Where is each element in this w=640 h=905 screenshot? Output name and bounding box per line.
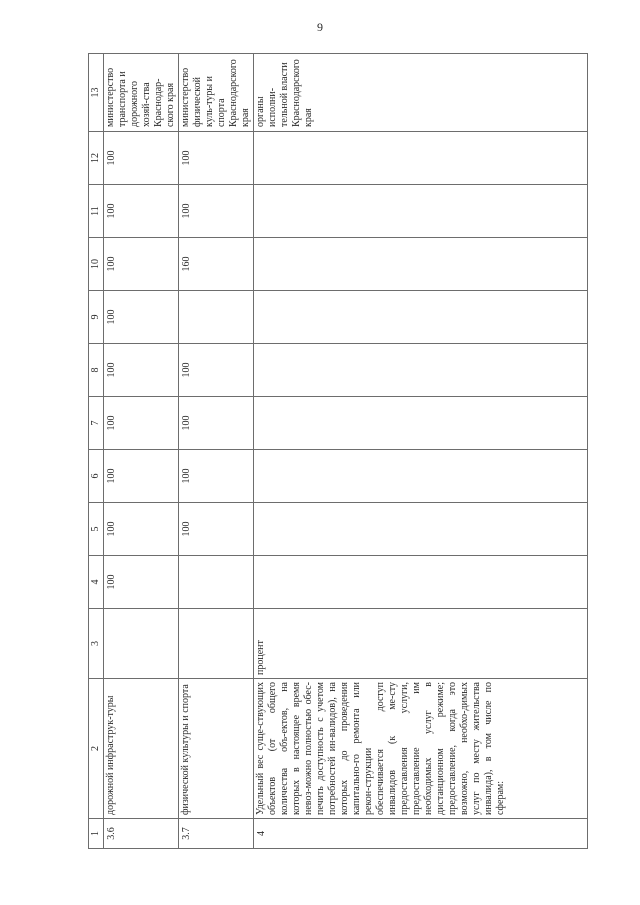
table-row bbox=[254, 54, 588, 849]
col-header-11: 11 bbox=[89, 185, 104, 238]
col-header-1: 1 bbox=[89, 819, 104, 849]
value-cell bbox=[254, 185, 588, 238]
value-cell: 100 bbox=[179, 185, 254, 238]
value-cell: 100 bbox=[104, 132, 179, 185]
col-header-9: 9 bbox=[89, 291, 104, 344]
value-cell: 100 bbox=[104, 185, 179, 238]
col-header-7: 7 bbox=[89, 397, 104, 450]
unit-cell: процент bbox=[254, 609, 588, 679]
col-header-4: 4 bbox=[89, 556, 104, 609]
value-cell bbox=[179, 556, 254, 609]
col-header-5: 5 bbox=[89, 503, 104, 556]
responsible-cell: министерство транспорта и дорожного хозяй-ства Краснодар-ского края bbox=[104, 54, 179, 132]
value-cell: 100 bbox=[104, 503, 179, 556]
value-cell bbox=[179, 291, 254, 344]
value-cell bbox=[254, 132, 588, 185]
indicator-name: дорожной инфраструк-туры bbox=[104, 679, 179, 819]
value-cell: 100 bbox=[104, 291, 179, 344]
value-cell bbox=[254, 503, 588, 556]
col-header-8: 8 bbox=[89, 344, 104, 397]
responsible-cell: министерство физической куль-туры и спорта Краснодарского края bbox=[179, 54, 254, 132]
unit-cell bbox=[104, 609, 179, 679]
col-header-3: 3 bbox=[89, 609, 104, 679]
col-header-12: 12 bbox=[89, 132, 104, 185]
row-number: 4 bbox=[254, 819, 588, 849]
value-cell: 100 bbox=[104, 556, 179, 609]
value-cell: 100 bbox=[179, 397, 254, 450]
value-cell: 100 bbox=[179, 503, 254, 556]
value-cell bbox=[254, 556, 588, 609]
value-cell bbox=[254, 450, 588, 503]
value-cell: 100 bbox=[179, 450, 254, 503]
unit-cell bbox=[179, 609, 254, 679]
page-number: 9 bbox=[317, 20, 323, 34]
value-cell bbox=[254, 344, 588, 397]
col-header-6: 6 bbox=[89, 450, 104, 503]
table-row bbox=[104, 54, 179, 849]
value-cell bbox=[254, 397, 588, 450]
value-cell: 100 bbox=[104, 450, 179, 503]
col-header-13: 13 bbox=[89, 54, 104, 132]
header-row bbox=[89, 54, 104, 849]
row-number: 3.6 bbox=[104, 819, 179, 849]
col-header-2: 2 bbox=[89, 679, 104, 819]
program-indicators-table bbox=[88, 54, 588, 849]
value-cell bbox=[254, 238, 588, 291]
value-cell: 100 bbox=[179, 344, 254, 397]
value-cell: 100 bbox=[179, 132, 254, 185]
value-cell: 160 bbox=[179, 238, 254, 291]
value-cell bbox=[254, 291, 588, 344]
col-header-10: 10 bbox=[89, 238, 104, 291]
responsible-cell: органы исполни-тельной власти Краснодарского края bbox=[254, 54, 588, 132]
row-number: 3.7 bbox=[179, 819, 254, 849]
value-cell: 100 bbox=[104, 397, 179, 450]
table-row bbox=[179, 54, 254, 849]
rotated-page-area bbox=[88, 54, 588, 849]
indicator-name: физической культуры и спорта bbox=[179, 679, 254, 819]
value-cell: 100 bbox=[104, 238, 179, 291]
indicator-name: Удельный вес суще-ствующих объектов (от общего количества объ-ектов, на которых в настоящее время невоз-можно полностью обес-печить доступность с учетом потребностей ин-валидов), на которых до проведения капитально-го ремонта или рекон-струкции обеспечивается доступ инвалидов (к ме-сту предоставления услуги, предоставление им необходимых услуг в дистанционном режиме; предоставление, когда это возможно, необхо-димых услуг по месту жительства инвалида), в том числе по сферам: bbox=[254, 679, 588, 819]
value-cell: 100 bbox=[104, 344, 179, 397]
